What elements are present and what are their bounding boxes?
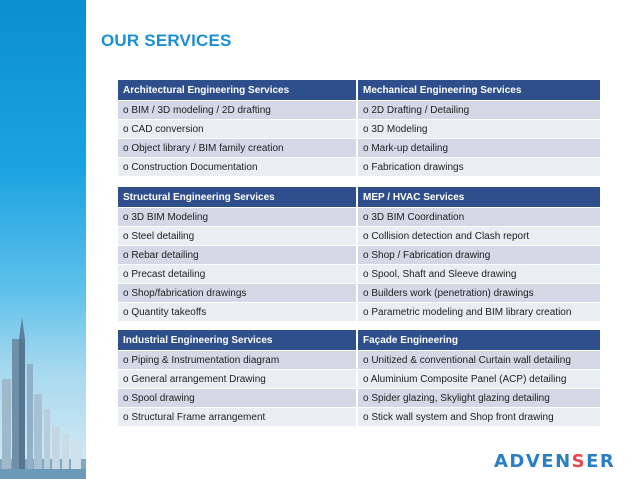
table-cell: o General arrangement Drawing (118, 369, 358, 388)
table-cell: o Object library / BIM family creation (118, 138, 358, 157)
table-cell: o 3D Modeling (358, 119, 600, 138)
table-row (118, 100, 600, 119)
table-row (118, 207, 600, 226)
table-header-row (118, 80, 600, 100)
table-row (118, 302, 600, 321)
table-header-row (118, 330, 600, 350)
table-cell: o Collision detection and Clash report (358, 226, 600, 245)
table-cell: o Spool drawing (118, 388, 358, 407)
table-cell: o Steel detailing (118, 226, 358, 245)
table-header-row (118, 187, 600, 207)
table-row (118, 264, 600, 283)
table-cell: o 3D BIM Coordination (358, 207, 600, 226)
table-header-cell: Industrial Engineering Services (118, 330, 358, 350)
table-cell: o Unitized & conventional Curtain wall detailing (358, 350, 600, 369)
table-cell: o Parametric modeling and BIM library creation (358, 302, 600, 321)
table-cell: o Piping & Instrumentation diagram (118, 350, 358, 369)
logo-text-part: ADVEN (494, 450, 572, 472)
table-row (118, 119, 600, 138)
table-row (118, 157, 600, 176)
table-cell: o Builders work (penetration) drawings (358, 283, 600, 302)
table-row (118, 245, 600, 264)
services-table-architectural-mechanical (118, 80, 600, 176)
table-row (118, 138, 600, 157)
table-cell: o Mark-up detailing (358, 138, 600, 157)
table-cell: o Stick wall system and Shop front drawing (358, 407, 600, 426)
table-cell: o Construction Documentation (118, 157, 358, 176)
logo-text-part: ER (586, 450, 616, 472)
table-cell: o Shop / Fabrication drawing (358, 245, 600, 264)
table-row (118, 350, 600, 369)
table-cell: o Spool, Shaft and Sleeve drawing (358, 264, 600, 283)
table-cell: o Quantity takeoffs (118, 302, 358, 321)
services-table-structural-mep (118, 187, 600, 321)
table-row (118, 283, 600, 302)
table-cell: o 2D Drafting / Detailing (358, 100, 600, 119)
table-cell: o 3D BIM Modeling (118, 207, 358, 226)
table-cell: o Fabrication drawings (358, 157, 600, 176)
table-row (118, 226, 600, 245)
services-table-industrial-facade (118, 330, 600, 426)
logo-text-accent: S (571, 450, 587, 472)
table-header-cell: MEP / HVAC Services (358, 187, 600, 207)
table-cell: o Shop/fabrication drawings (118, 283, 358, 302)
company-logo (494, 451, 634, 471)
table-cell: o Aluminium Composite Panel (ACP) detailing (358, 369, 600, 388)
city-skyline-image (0, 309, 86, 479)
table-header-cell: Architectural Engineering Services (118, 80, 358, 100)
page-title: OUR SERVICES (101, 31, 232, 50)
table-cell: o Structural Frame arrangement (118, 407, 358, 426)
table-row (118, 388, 600, 407)
table-cell: o BIM / 3D modeling / 2D drafting (118, 100, 358, 119)
table-cell: o Spider glazing, Skylight glazing detailing (358, 388, 600, 407)
table-header-cell: Façade Engineering (358, 330, 600, 350)
table-row (118, 407, 600, 426)
decorative-side-strip (0, 0, 86, 479)
table-cell: o CAD conversion (118, 119, 358, 138)
table-header-cell: Mechanical Engineering Services (358, 80, 600, 100)
table-row (118, 369, 600, 388)
table-header-cell: Structural Engineering Services (118, 187, 358, 207)
table-cell: o Rebar detailing (118, 245, 358, 264)
table-cell: o Precast detailing (118, 264, 358, 283)
